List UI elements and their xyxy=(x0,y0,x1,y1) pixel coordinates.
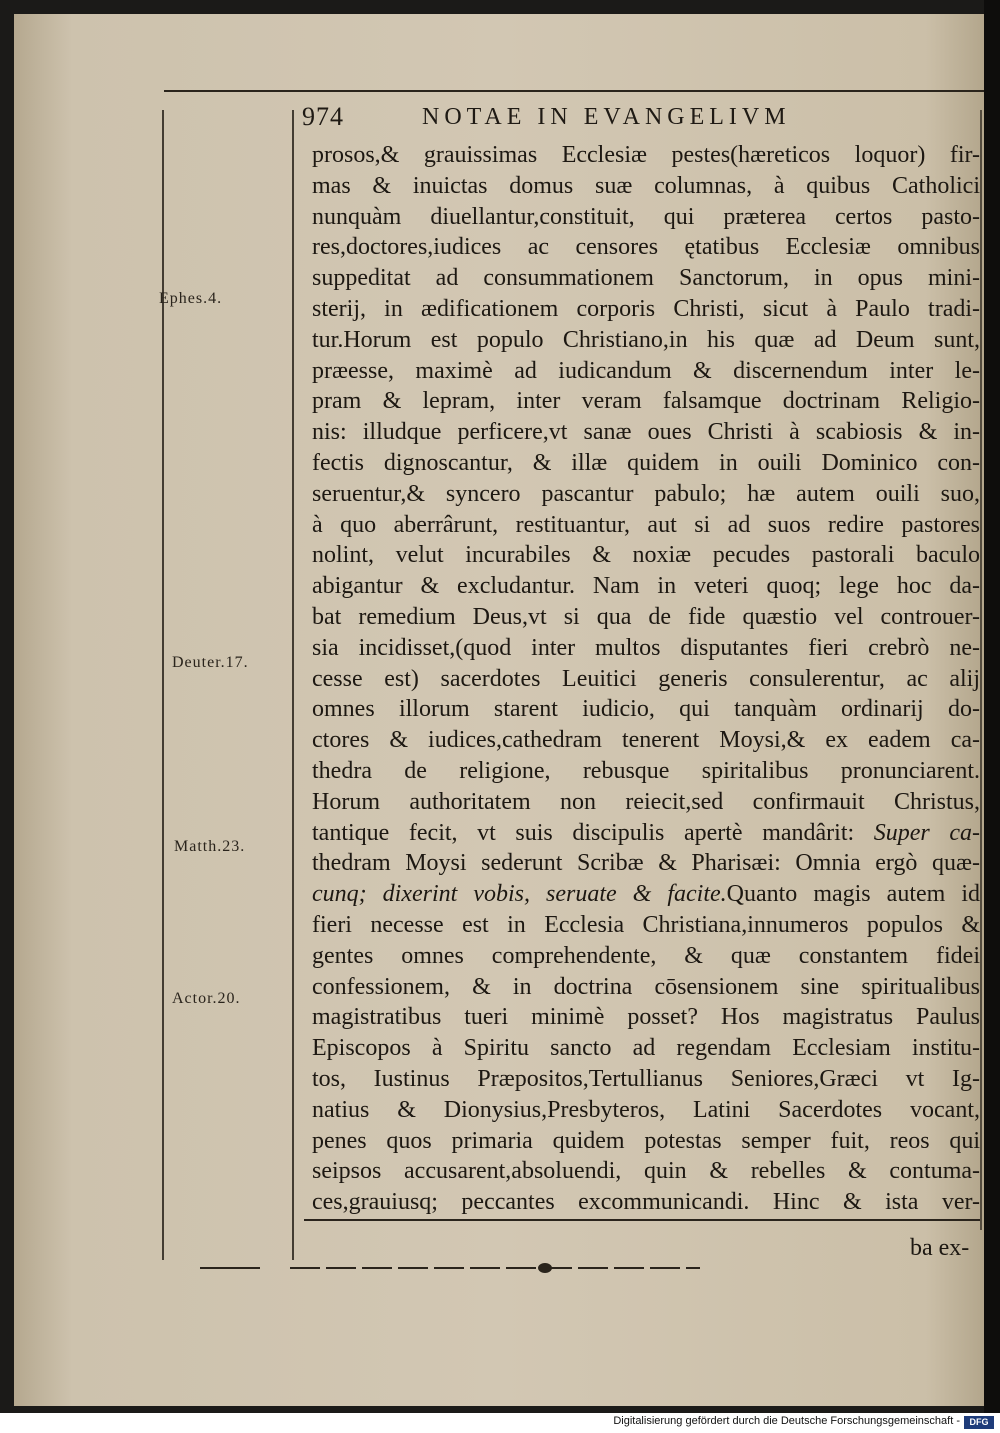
marginal-note-deuter: Deuter.17. xyxy=(172,654,249,671)
text-line: ces,grauiusq; peccantes excommunicandi. Hinc & ista ver- xyxy=(312,1189,980,1216)
text-line: penes quos primaria quidem potestas semper fuit, reos qui xyxy=(312,1127,980,1154)
bottom-rule xyxy=(304,1219,980,1221)
marginal-note-actor: Actor.20. xyxy=(172,990,241,1007)
text-line: nis: illudque perficere,vt sanæ oues Christi à scabiosis & in- xyxy=(312,419,980,446)
text-line: fieri necesse est in Ecclesia Christiana,innumeros populos & xyxy=(312,911,980,938)
text-line: fectis dignoscantur, & illæ quidem in ouili Dominico con- xyxy=(312,449,980,476)
text-line: abigantur & excludantur. Nam in veteri quoq; lege hoc da- xyxy=(312,573,980,600)
text-line: bat remedium Deus,vt si qua de fide quæstio vel controuer- xyxy=(312,603,980,630)
text-line-italic: thedram Moysi sederunt Scribæ & Pharisæi: Omnia ergò quæ- xyxy=(312,850,980,877)
text-line: à quo aberrârunt, restituantur, aut si ad suos redire pastores xyxy=(312,511,980,538)
right-rule xyxy=(980,110,982,1230)
text-line: nunquàm diuellantur,constituit, qui præterea certos pasto- xyxy=(312,203,980,230)
text-span: tantique fecit, vt suis discipulis apertè mandârit: xyxy=(312,819,855,846)
text-line: mas & inuictas domus suæ columnas, à quibus Catholici xyxy=(312,172,980,199)
text-line: magistratibus tueri minimè posset? Hos magistratus Paulus xyxy=(312,1004,980,1031)
funding-notice: Digitalisierung gefördert durch die Deutsche Forschungsgemeinschaft - xyxy=(613,1415,960,1427)
text-line: seruentur,& syncero pascantur pabulo; hæ autem ouili suo, xyxy=(312,480,980,507)
footer-ornament xyxy=(200,1262,700,1274)
text-line: Horum authoritatem non reiecit,sed confirmauit Christus, xyxy=(312,788,980,815)
text-line: sterij, in ædificationem corporis Christi, sicut à Paulo tradi- xyxy=(312,295,980,322)
page-number: 974 xyxy=(302,102,344,131)
marginal-note-matth: Matth.23. xyxy=(174,838,246,855)
text-line: omnes illorum starent iudicio, qui tanquàm ordinarij do- xyxy=(312,696,980,723)
text-line-mixed xyxy=(312,879,980,910)
text-line-mixed xyxy=(312,818,980,849)
page-header xyxy=(302,94,984,138)
text-span: Quanto magis autem id xyxy=(726,881,980,908)
text-line: pram & lepram, inter veram falsamque doctrinam Religio- xyxy=(312,388,980,415)
text-line: thedra de religione, rebusque spiritalibus pronunciarent. xyxy=(312,757,980,784)
margin-rule-left xyxy=(162,110,164,1260)
body-text xyxy=(312,140,980,1218)
text-line: suppeditat ad consummationem Sanctorum, in opus mini- xyxy=(312,265,980,292)
text-line: nolint, velut incurabiles & noxiæ pecudes pastorali baculo xyxy=(312,542,980,569)
text-line: sia incidisset,(quod inter multos disputantes fieri crebrò ne- xyxy=(312,634,980,661)
text-line: prosos,& grauissimas Ecclesiæ pestes(hæreticos loquor) fir- xyxy=(312,142,980,168)
running-title: NOTAE IN EVANGELIVM xyxy=(422,104,791,130)
dfg-logo: DFG xyxy=(964,1416,994,1429)
text-line: seipsos accusarent,absoluendi, quin & rebelles & contuma- xyxy=(312,1158,980,1185)
text-line: ctores & iudices,cathedram tenerent Moysi,& ex eadem ca- xyxy=(312,727,980,754)
scan-edge xyxy=(984,0,1000,1413)
column-rule xyxy=(292,110,294,1260)
catchword: ba ex- xyxy=(910,1235,970,1261)
text-line: confessionem, & in doctrina cōsensionem sine spiritualibus xyxy=(312,973,980,1000)
italic-span: cunq; dixerint vobis, seruate & facite. xyxy=(312,881,727,908)
book-page xyxy=(14,14,984,1406)
marginal-note-ephes: Ephes.4. xyxy=(159,290,223,307)
italic-span: Super ca- xyxy=(873,819,980,846)
text-line: natius & Dionysius,Presbyteros, Latini Sacerdotes vocant, xyxy=(312,1096,980,1123)
header-rule xyxy=(164,90,984,92)
text-line: tos, Iustinus Præpositos,Tertullianus Seniores,Græci vt Ig- xyxy=(312,1065,980,1092)
text-line: Episcopos à Spiritu sancto ad regendam Ecclesiam institu- xyxy=(312,1035,980,1062)
text-line: gentes omnes comprehendente, & quæ constantem fidei xyxy=(312,942,980,969)
text-line: præesse, maximè ad iudicandum & discernendum inter le- xyxy=(312,357,980,384)
text-line: cesse est) sacerdotes Leuitici generis consulerentur, ac alij xyxy=(312,665,980,692)
text-line: tur.Horum est populo Christiano,in his quæ ad Deum sunt, xyxy=(312,326,980,353)
text-line: res,doctores,iudices ac censores ętatibus Ecclesiæ omnibus xyxy=(312,234,980,261)
footer-bar xyxy=(0,1413,1000,1433)
